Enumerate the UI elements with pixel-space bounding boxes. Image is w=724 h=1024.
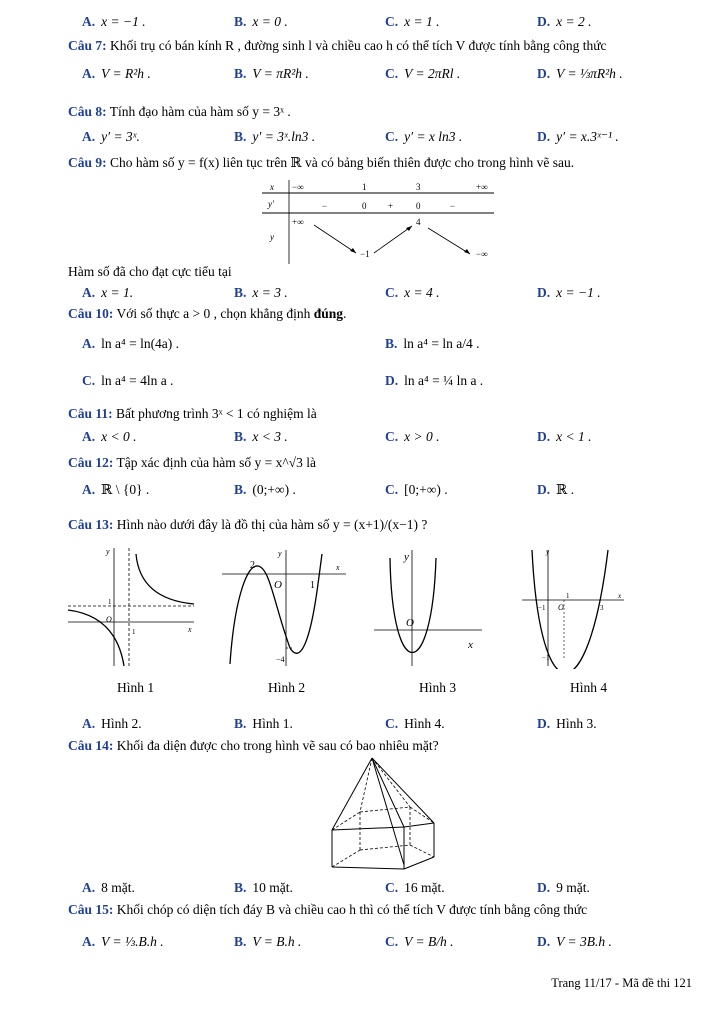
svg-text:O: O: [406, 617, 414, 629]
option-d: D. x = 2 .: [537, 14, 592, 29]
option-d: D. ln a⁴ = ¼ ln a .: [385, 373, 484, 388]
option-a: A. 8 mặt.: [82, 880, 135, 895]
question-9: Câu 9: Cho hàm số y = f(x) liên tục trên ℝ và có bảng biến thiên được cho trong hình vẽ sau.: [68, 155, 575, 170]
svg-text:y: y: [278, 549, 282, 558]
option-a: A. Hình 2.: [82, 716, 142, 731]
option-a: A. V = R²h .: [82, 66, 151, 81]
graph-hinh-1: [66, 544, 198, 669]
x-val: 3: [416, 182, 421, 192]
question-8: Câu 8: Tính đạo hàm của hàm số y = 3ˣ .: [68, 104, 291, 119]
variation-table: [258, 178, 498, 266]
x-val: 1: [362, 182, 367, 192]
option-d: D. y′ = x.3ˣ⁻¹ .: [537, 129, 619, 144]
option-c: C. y′ = x ln3 .: [385, 129, 463, 144]
svg-text:O: O: [558, 603, 564, 612]
option-a: A. x = −1 .: [82, 14, 146, 29]
sign: 0: [362, 201, 367, 211]
caption-3: Hình 3: [419, 680, 457, 695]
option-c: C. 16 mặt.: [385, 880, 445, 895]
svg-text:x: x: [336, 563, 340, 572]
option-c: C. V = 2πRl .: [385, 66, 461, 81]
x-val: −∞: [292, 182, 304, 192]
question-15: Câu 15: Khối chóp có diện tích đáy B và chiều cao h thì có thể tích V được tính bằng công thức: [68, 902, 588, 917]
option-b: B. (0;+∞) .: [234, 482, 296, 497]
question-11: Câu 11: Bất phương trình 3ˣ < 1 có nghiệm là: [68, 406, 317, 421]
svg-text:y: y: [546, 548, 550, 556]
option-d: D. V = 3B.h .: [537, 934, 612, 949]
y-val: −∞: [476, 249, 488, 259]
graph-hinh-3: [370, 544, 502, 669]
option-b: B. V = πR²h .: [234, 66, 309, 81]
question-7: Câu 7: Khối trụ có bán kính R , đường sinh l và chiều cao h có thể tích V được tính bằng công thức: [68, 38, 607, 53]
svg-text:−1: −1: [542, 654, 550, 662]
question-9-sub: Hàm số đã cho đạt cực tiểu tại: [68, 264, 232, 279]
option-c: C. x > 0 .: [385, 429, 440, 444]
option-b: B. V = B.h .: [234, 934, 302, 949]
table-y-label: y: [270, 232, 274, 242]
option-c: C. Hình 4.: [385, 716, 445, 731]
option-a: A. y′ = 3ˣ.: [82, 129, 140, 144]
svg-text:1: 1: [310, 580, 315, 591]
option-d: D. V = ⅓πR²h .: [537, 66, 623, 81]
x-val: +∞: [476, 182, 488, 192]
polyhedron-figure: [322, 755, 442, 875]
option-c: C. x = 4 .: [385, 285, 440, 300]
question-12: Câu 12: Tập xác định của hàm số y = x^√3 là: [68, 455, 316, 470]
y-val: 4: [416, 217, 421, 227]
question-13: Câu 13: Hình nào dưới đây là đồ thị của hàm số y = (x+1)/(x−1) ?: [68, 517, 428, 532]
option-b: B. Hình 1.: [234, 716, 293, 731]
option-b: B. x < 3 .: [234, 429, 288, 444]
option-d: D. 9 mặt.: [537, 880, 590, 895]
y-val: +∞: [292, 217, 304, 227]
option-c: C. x = 1 .: [385, 14, 440, 29]
option-a: A. ln a⁴ = ln(4a) .: [82, 336, 180, 351]
svg-text:x: x: [188, 625, 192, 634]
svg-text:1: 1: [566, 592, 570, 600]
option-b: B. 10 mặt.: [234, 880, 293, 895]
option-c: C. ln a⁴ = 4ln a .: [82, 373, 174, 388]
option-a: A. ℝ \ {0} .: [82, 482, 150, 497]
svg-text:2: 2: [250, 560, 255, 571]
option-c: C. V = B/h .: [385, 934, 454, 949]
svg-text:y: y: [106, 547, 110, 556]
question-10: Câu 10: Với số thực a > 0 , chọn khẳng định đúng.: [68, 306, 347, 321]
sign: −: [322, 201, 328, 211]
graph-hinh-2: [218, 544, 350, 669]
page-footer: Trang 11/17 - Mã đề thi 121: [551, 976, 692, 990]
option-a: A. V = ⅓.B.h .: [82, 934, 164, 949]
svg-text:O: O: [106, 615, 112, 624]
question-14: Câu 14: Khối đa diện được cho trong hình vẽ sau có bao nhiêu mặt?: [68, 738, 439, 753]
svg-text:x: x: [618, 592, 622, 600]
option-a: A. x = 1.: [82, 285, 134, 300]
sign: 0: [416, 201, 421, 211]
svg-text:−4: −4: [276, 655, 285, 664]
option-b: B. y′ = 3ˣ.ln3 .: [234, 129, 316, 144]
graph-hinh-4: [518, 544, 650, 669]
sign: −: [450, 201, 456, 211]
option-a: A. x < 0 .: [82, 429, 137, 444]
option-d: D. x = −1 .: [537, 285, 601, 300]
svg-text:x: x: [468, 639, 473, 651]
option-d: D. x < 1 .: [537, 429, 592, 444]
caption-1: Hình 1: [117, 680, 155, 695]
option-b: B. ln a⁴ = ln a/4 .: [385, 336, 480, 351]
option-b: B. x = 3 .: [234, 285, 288, 300]
caption-4: Hình 4: [570, 680, 608, 695]
svg-text:−1: −1: [538, 604, 546, 612]
caption-2: Hình 2: [268, 680, 306, 695]
svg-text:1: 1: [108, 598, 112, 606]
option-c: C. [0;+∞) .: [385, 482, 448, 497]
table-x-label: x: [270, 182, 274, 192]
y-val: −1: [360, 249, 370, 259]
svg-text:y: y: [404, 551, 409, 563]
option-d: D. ℝ .: [537, 482, 575, 497]
svg-text:O: O: [274, 579, 282, 591]
sign: +: [388, 201, 394, 211]
option-b: B. x = 0 .: [234, 14, 288, 29]
svg-text:3: 3: [600, 604, 604, 612]
option-d: D. Hình 3.: [537, 716, 597, 731]
svg-text:1: 1: [132, 628, 136, 636]
table-yp-label: y′: [268, 199, 274, 209]
